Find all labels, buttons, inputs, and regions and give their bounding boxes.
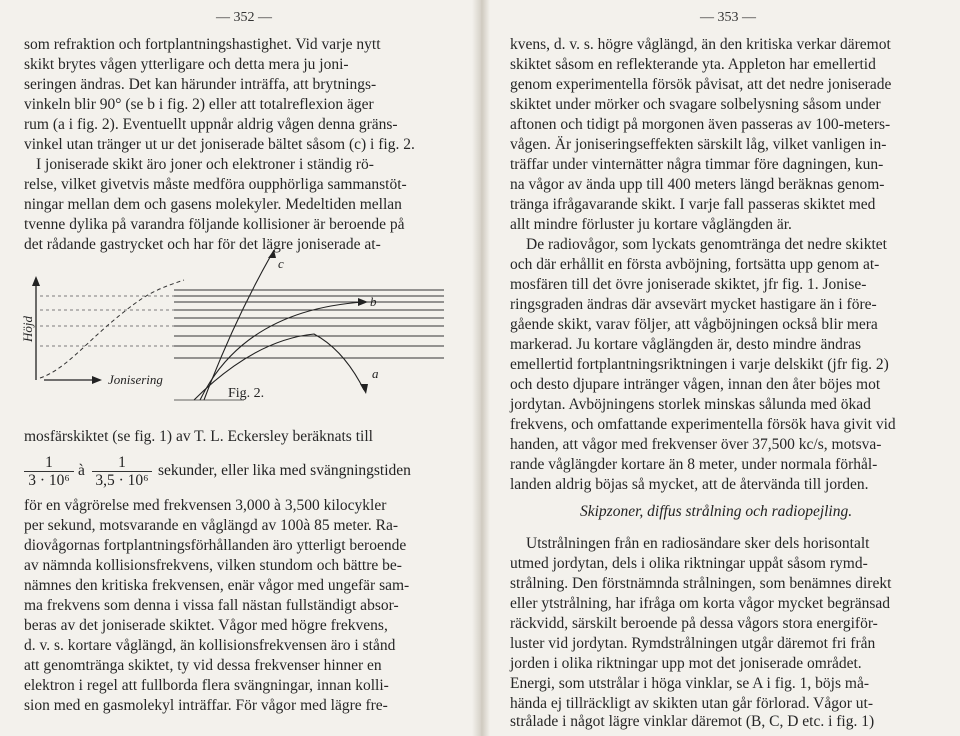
text-line: skiktet såsom en reflekterande yta. Appleton har emellertid (510, 56, 876, 73)
text-line: d. v. s. kortare våglängd, än kollisionsfrekvensen äro i stånd (24, 637, 396, 654)
page-number: — 352 — (216, 10, 272, 25)
page-number: — 353 — (700, 10, 756, 25)
text-line: diovågornas fortplantningsförhållanden äro ytterligt beroende (24, 537, 407, 554)
text-line: strålning. Den förstnämnda strålningen, som benämnes direkt (510, 575, 892, 592)
text-line: jorden i olika riktningar upp mot det joniserade området. (510, 655, 862, 672)
text-line: ringsgraden ändras där avsevärt mycket hastigare än i före- (510, 296, 877, 313)
text-line: frekvens, och omfattande experimentella försök hava givit vid (510, 416, 896, 433)
text-line: av nämnda kollisionsfrekvens, vilken stundom och bättre be- (24, 557, 402, 574)
text-line: rande våglängder kortare än 8 meter, under normala förhål- (510, 456, 878, 473)
text-line: na vågor av ända upp till 400 meters längd beräknas genom- (510, 176, 885, 193)
text-line: sion med en gasmolekyl inträffar. För vågor med lägre fre- (24, 697, 388, 714)
text-line: emellertid fortplantningsriktningen i varje delskikt (jfr fig. 2) (510, 356, 889, 373)
section-heading: Skipzoner, diffus strålning och radiopejling. (580, 503, 853, 520)
fraction-denominator: 3 · 10⁶ (28, 472, 70, 489)
axis-label-height: Höjd (20, 316, 35, 342)
text-line: träffar under vinternätter några timmar före dagningen, kun- (510, 156, 884, 173)
text-line: det rådande gastrycket och har för det lägre joniserade at- (24, 236, 381, 253)
text-line: allt mindre förluster ju kortare våglängden är. (510, 216, 792, 233)
text-line: hända ej tillräckligt av skikten utan går förlorad. Vågor ut- (510, 695, 873, 712)
ray-label-b: b (370, 294, 377, 309)
text-line: vinkel utan tränger ut ur det joniserade bältet såsom (c) i fig. 2. (24, 136, 415, 153)
text-line: skiktet under mörker och svagare solbelysning såsom under (510, 96, 881, 113)
axis-label-ionization: Jonisering (108, 372, 163, 387)
fraction-numerator: 1 (24, 455, 74, 472)
text-line: landen aldrig böjas så mycket, att de återvända till jorden. (510, 476, 869, 493)
text-line: aftonen och tidigt på morgonen även passeras av 100-meters- (510, 116, 891, 133)
fraction-numerator: 1 (92, 455, 152, 472)
text-line: Utstrålningen från en radiosändare sker dels horisontalt (526, 535, 870, 552)
text-line: ma frekvens som denna i vissa fall nästan fullständigt absor- (24, 597, 399, 614)
text-line: Energi, som utstrålar i höga vinklar, se A i fig. 1, böjs må- (510, 675, 869, 692)
text-line: mosfärskiktet (se fig. 1) av T. L. Eckersley beräknats till (24, 428, 373, 445)
text-line: strålade i något lägre vinklar däremot (B, C, D etc. i fig. 1) (510, 713, 875, 730)
figure-caption: Fig. 2. (228, 386, 265, 401)
text-line: per sekund, motsvarande en våglängd av 100à 85 meter. Ra- (24, 517, 399, 534)
text-line: mosfären till det övre joniserade skiktet, jfr fig. 1. Jonise- (510, 276, 867, 293)
text-line: skikt brytes vågen ytterligare och detta mera ju joni- (24, 56, 349, 73)
text-line: vågen. Är joniseringseffekten särskilt låg, vilket vanligen in- (510, 136, 887, 153)
text-line: beras av det joniserade skiktet. Vågor med högre frekvens, (24, 617, 388, 634)
text-line: tränga ifrågavarande skikt. I varje fall passeras skiktet med (510, 196, 876, 213)
text-line: kvens, d. v. s. högre våglängd, än den kritiska verkar däremot (510, 36, 891, 53)
fraction-denominator: 3,5 · 10⁶ (95, 472, 149, 489)
text-line: luster vid jordytan. Rymdstrålningen utgår däremot fri från (510, 635, 876, 652)
text-line: relse, vilket givetvis måste medföra oupphörliga sammanstöt- (24, 176, 407, 193)
text-line: genom experimentella försök påvisat, att det nedre joniserade (510, 76, 892, 93)
text-line: seringen ändras. Det kan härunder inträffa, att brytnings- (24, 76, 377, 93)
text-line: De radiovågor, som lyckats genomtränga det nedre skiktet (526, 236, 887, 253)
formula-conjunction: à (78, 462, 85, 479)
text-line: för en vågrörelse med frekvensen 3,000 à 3,500 kilocykler (24, 497, 387, 514)
text-line: vinkeln blir 90° (se b i fig. 2) eller att totalreflexion äger (24, 96, 374, 113)
formula-text: sekunder, eller lika med svängningstiden (158, 462, 411, 479)
text-line: jordytan. Avböjningens storlek minskas sålunda med ökad (510, 396, 871, 413)
left-page (0, 0, 472, 736)
text-line: tvenne dylika på varandra följande kollisioner är beroende på (24, 216, 405, 233)
book-gutter (472, 0, 490, 736)
text-line: och där erhållit en första avböjning, fortsätta upp genom at- (510, 256, 880, 273)
ray-label-a: a (372, 366, 379, 381)
right-page (490, 0, 960, 736)
fraction (92, 455, 152, 490)
text-line: ningar mellan dem och gasens molekyler. Medeltiden mellan (24, 196, 402, 213)
ray-label-c: c (278, 256, 284, 271)
text-line: eller ytstrålning, har ifråga om korta vågor mycket begränsad (510, 595, 891, 612)
text-line: och desto djupare intränger vågen, innan den åter böjes mot (510, 376, 881, 393)
formula-line (24, 455, 464, 495)
text-line: rum (a i fig. 2). Eventuellt uppnår aldrig vågen denna gräns- (24, 116, 398, 133)
text-line: som refraktion och fortplantningshastighet. Vid varje nytt (24, 36, 381, 53)
text-line: gående skikt, varav följer, att vågböjningen också blir mera (510, 316, 878, 333)
text-line: räckvidd, särskilt beroende på dessa vågors stora energiför- (510, 615, 878, 632)
fraction (24, 455, 74, 490)
text-line: I joniserade skikt äro joner och elektroner i ständig rö- (36, 156, 374, 173)
text-line: nämnes den kritiska frekvensen, enär vågor med ungefär sam- (24, 577, 410, 594)
text-line: utmed jordytan, dels i olika riktningar uppåt såsom rymd- (510, 555, 868, 572)
text-line: elektron i regel att fullborda flera svängningar, innan kolli- (24, 677, 389, 694)
text-line: att genomtränga skiktet, ty vid dessa frekvenser hinner en (24, 657, 382, 674)
text-line: markerad. Ju kortare våglängden är, desto mindre ändras (510, 336, 862, 353)
text-line: handen, att vågor med frekvenser över 37,500 kc/s, motsva- (510, 436, 882, 453)
